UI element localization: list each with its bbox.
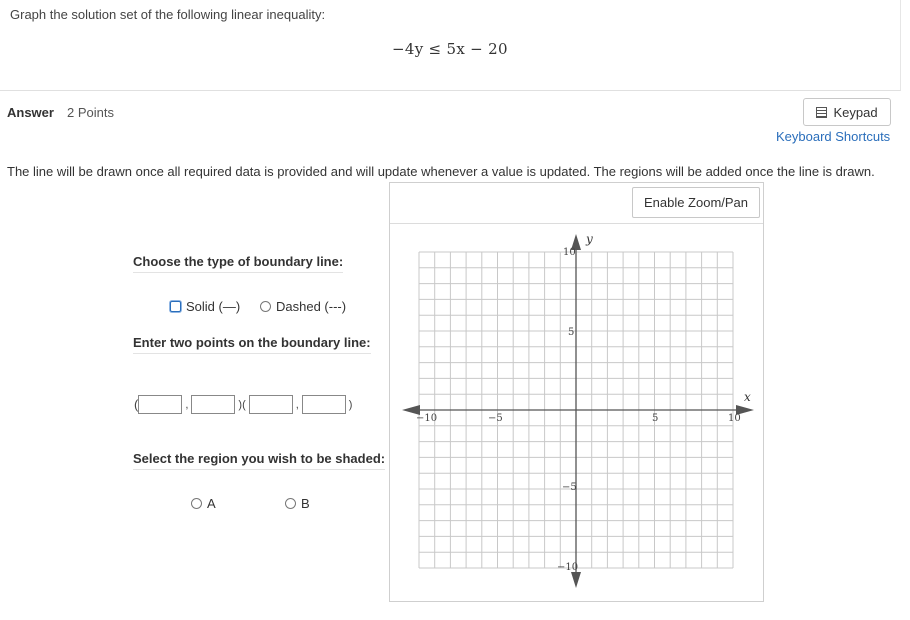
point-separator: )( [238,398,246,411]
region-b-radio[interactable] [285,498,296,509]
y-tick-label: 5 [568,327,575,338]
comma-separator: , [185,398,189,411]
dashed-label: Dashed (---) [276,299,347,314]
region-b-option[interactable] [285,496,310,511]
boundary-type-heading: Choose the type of boundary line: [133,254,343,273]
x-axis-label: x [744,390,751,404]
close-paren: ) [348,398,353,411]
dashed-line-option[interactable] [260,299,346,314]
x-tick-label: 5 [652,413,659,424]
open-paren: ( [134,397,139,412]
dashed-radio[interactable] [260,301,271,312]
region-a-option[interactable] [191,496,216,511]
y-tick-label: −10 [557,562,579,573]
keyboard-icon [816,107,827,118]
points-heading: Enter two points on the boundary line: [133,335,371,354]
points-label: 2 Points [67,105,114,120]
x-tick-label: −5 [488,413,503,424]
y2-input[interactable] [302,395,346,414]
instructions-text: The line will be drawn once all required data is provided and will update whenever a value is updated. The regions will be added once the line is drawn. [7,164,875,179]
question-section [0,0,901,91]
y-tick-label: −5 [562,482,577,493]
enable-zoom-pan-button[interactable]: Enable Zoom/Pan [632,187,760,218]
y-axis-down-arrow-icon [571,572,581,588]
graph-panel [389,182,764,602]
region-a-label: A [207,496,216,511]
x2-input[interactable] [249,395,293,414]
solid-line-option[interactable] [170,299,240,314]
keyboard-shortcuts-link[interactable]: Keyboard Shortcuts [776,129,891,144]
x1-input[interactable] [138,395,182,414]
region-b-label: B [301,496,310,511]
solid-label: Solid (—) [186,299,241,314]
x-tick-label: 10 [728,413,741,424]
keypad-button[interactable] [803,98,891,126]
y-axis-label: y [586,232,593,246]
region-a-radio[interactable] [191,498,202,509]
question-prompt: Graph the solution set of the following linear inequality: [10,7,326,22]
y1-input[interactable] [191,395,235,414]
point-inputs [134,395,355,414]
keypad-label: Keypad [833,104,878,120]
x-tick-label: −10 [416,413,438,424]
inequality-expression: −4y ≤ 5x − 20 [392,40,508,58]
solid-radio[interactable] [170,301,181,312]
comma-separator: , [295,398,299,411]
y-tick-label: 10 [563,247,576,258]
coordinate-plane[interactable] [390,183,763,601]
region-heading: Select the region you wish to be shaded: [133,451,385,470]
answer-label: Answer [7,105,54,120]
